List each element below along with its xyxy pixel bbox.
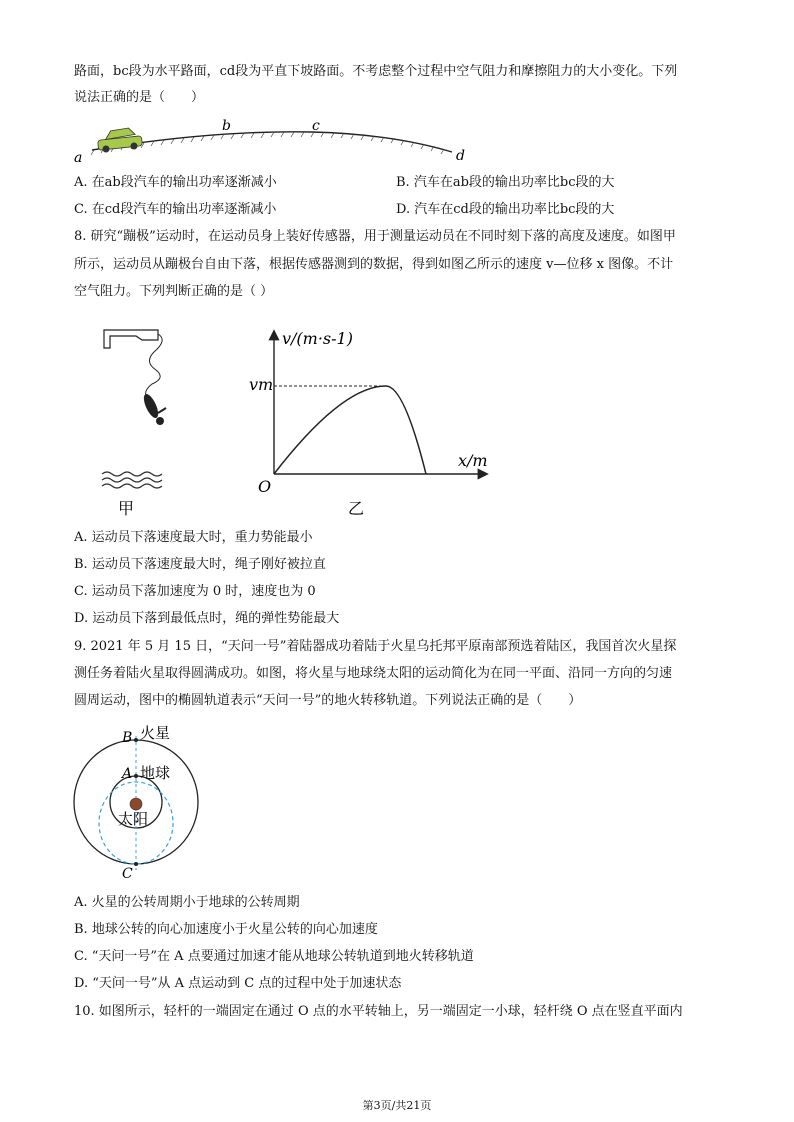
label-a: A [122,766,133,782]
label-c: C [122,866,133,882]
point-a-label: a [74,150,83,166]
q9-option-a: A. 火星的公转周期小于地球的公转周期 [74,895,300,910]
point-a-dot [134,774,138,778]
q9-stem-line1: 9. 2021 年 5 月 15 日，“天问一号”着陆器成功着陆于火星乌托邦平原南部预选着陆区，我国首次火星探 [74,639,677,654]
vm-label: vm [249,375,274,394]
point-b-label: b [222,118,231,134]
q7-option-c: C. 在cd段汽车的输出功率逐渐减小 [74,202,277,217]
q8-stem-line1: 8. 研究“蹦极”运动时，在运动员身上装好传感器，用于测量运动员在不同时刻下落的高度及速度。如图甲 [74,229,676,244]
q8-option-d: D. 运动员下落到最低点时，绳的弹性势能最大 [74,611,340,626]
q7-option-a: A. 在ab段汽车的输出功率逐渐减小 [74,175,277,190]
q8-option-c: C. 运动员下落加速度为 0 时，速度也为 0 [74,584,316,599]
q9-stem-line2: 测任务着陆火星取得圆满成功。如图，将火星与地球绕太阳的运动简化为在同一平面、沿同一方向的匀速 [74,666,673,681]
q9-orbit-figure [70,720,210,882]
q7-option-b: B. 汽车在ab段的输出功率比bc段的大 [396,175,615,190]
q10-stem-line1: 10. 如图所示，轻杆的一端固定在通过 O 点的水平转轴上，另一端固定一小球，轻杆绕 O 点在竖直平面内 [74,1004,683,1019]
q8-stem-line2: 所示，运动员从蹦极台自由下落，根据传感器测到的数据，得到如图乙所示的速度 v—位移 x 图像。不计 [74,257,674,272]
x-axis-label: x/m [458,451,488,470]
origin-label: O [258,477,272,496]
q9-option-b: B. 地球公转的向心加速度小于火星公转的向心加速度 [74,922,378,937]
q7-stem-line2: 说法正确的是（ ） [74,90,205,105]
q7-stem-line1: 路面，bc段为水平路面，cd段为平直下坡路面。不考虑整个过程中空气阻力和摩擦阻力的大小变化。下列 [74,64,678,79]
q8-vx-graph [246,324,496,520]
q9-option-c: C. “天问一号”在 A 点要通过加速才能从地球公转轨道到地火转移轨道 [74,949,474,964]
q9-option-d: D. “天问一号”从 A 点运动到 C 点的过程中处于加速状态 [74,976,402,991]
fig-jia-label: 甲 [118,499,135,518]
car-icon [98,127,143,152]
fig-yi-label: 乙 [348,499,365,518]
sun-icon [130,798,142,810]
q8-option-a: A. 运动员下落速度最大时，重力势能最小 [74,530,313,545]
q7-road-figure [72,114,472,166]
water-waves-icon [102,472,162,488]
point-c-dot [134,862,138,866]
point-d-label: d [456,148,465,164]
jump-platform-icon [104,330,158,348]
q8-figure-jia [96,320,186,520]
q7-option-d: D. 汽车在cd段的输出功率比bc段的大 [396,202,615,217]
label-sun: 太阳 [118,810,149,828]
page-footer: 第3页/共21页 [362,1099,432,1112]
jumper-icon [141,392,166,425]
q8-stem-line3: 空气阻力。下列判断正确的是（ ） [74,284,274,299]
velocity-curve [274,386,426,474]
q9-stem-line3: 圆周运动，图中的椭圆轨道表示“天问一号”的地火转移轨道。下列说法正确的是（ ） [74,693,582,708]
label-earth: 地球 [140,764,171,782]
label-mars: 火星 [140,724,171,742]
y-axis-label: v/(m·s-1) [282,329,353,348]
point-c-label: c [312,118,320,134]
q8-option-b: B. 运动员下落速度最大时，绳子刚好被拉直 [74,557,326,572]
point-b-dot [134,738,138,742]
label-b: B [122,730,133,746]
